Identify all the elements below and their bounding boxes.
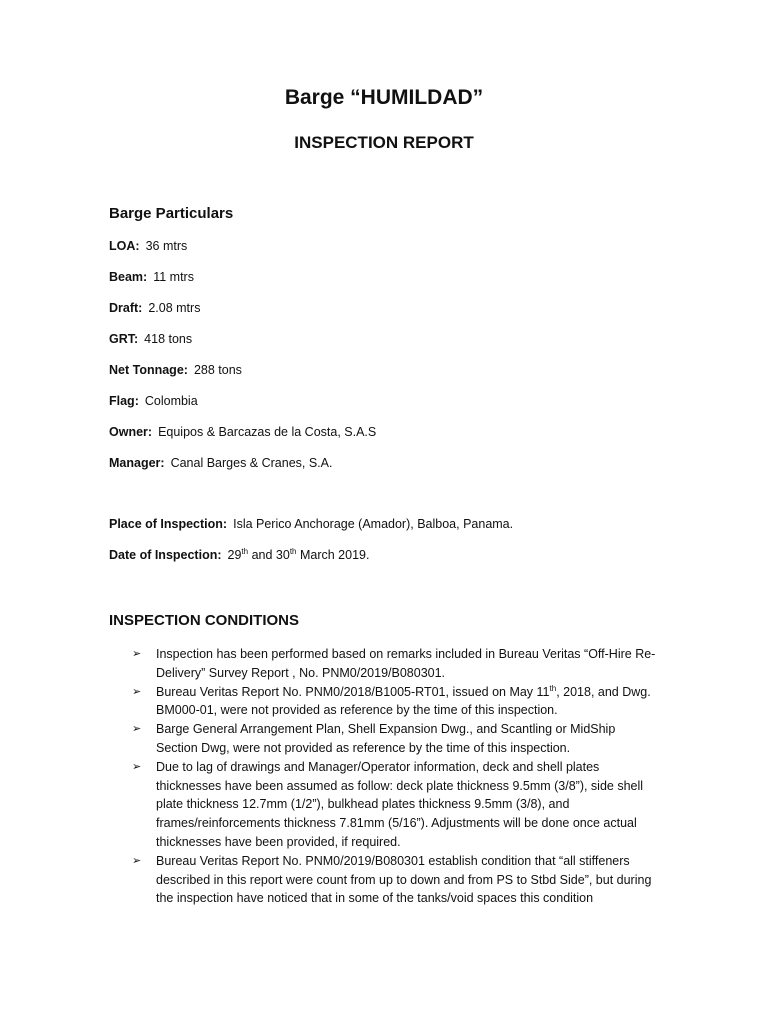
arrow-bullet-icon: ➢	[132, 760, 142, 773]
particular-label: Beam:	[109, 270, 148, 284]
particular-value: Canal Barges & Cranes, S.A.	[170, 456, 333, 470]
conditions-list	[0, 645, 656, 908]
condition-text: Bureau Veritas Report No. PNM0/2019/B080301 establish condition that “all stiffeners described in this report were count from up to down and from PS to Stbd Side”, but during the inspection have noticed that in some of the tanks/void spaces this condition	[156, 853, 652, 906]
date-and: and 30	[248, 548, 290, 562]
condition-text-rest: , 2018, and Dwg. BM000-01, were not provided as reference by the time of this inspection.	[156, 684, 651, 718]
condition-text: Barge General Arrangement Plan, Shell Expansion Dwg., and Scantling or MidShip Section Dwg, were not provided as reference by the time of this inspection.	[156, 722, 616, 755]
date-of-inspection	[109, 548, 369, 562]
date-label: Date of Inspection:	[109, 548, 222, 562]
list-item	[0, 683, 656, 721]
list-item	[0, 645, 656, 683]
particular-label: Manager:	[109, 456, 165, 470]
particular-net-tonnage	[109, 363, 242, 377]
condition-sup: th	[549, 683, 557, 693]
particulars-heading: Barge Particulars	[109, 205, 234, 222]
particular-value: 36 mtrs	[145, 239, 188, 253]
arrow-bullet-icon: ➢	[132, 648, 142, 660]
condition-text: Inspection has been performed based on remarks included in Bureau Veritas “Off-Hire Re-Delivery” Survey Report , No. PNM0/2019/B080301.	[156, 647, 656, 680]
document-subtitle: INSPECTION REPORT	[294, 133, 474, 152]
date-day1: 29	[227, 548, 242, 562]
date-rest: March 2019.	[296, 548, 370, 562]
place-value: Isla Perico Anchorage (Amador), Balboa, Panama.	[233, 517, 514, 531]
particular-label: LOA:	[109, 239, 140, 253]
particular-value: 2.08 mtrs	[148, 301, 201, 315]
particular-draft	[109, 301, 200, 315]
conditions-heading: INSPECTION CONDITIONS	[109, 612, 300, 629]
place-label: Place of Inspection:	[109, 517, 228, 531]
particular-manager	[109, 456, 332, 470]
condition-text: Bureau Veritas Report No. PNM0/2018/B1005-RT01, issued on May 11	[156, 684, 550, 699]
arrow-bullet-icon: ➢	[132, 685, 142, 698]
list-item	[0, 852, 656, 908]
particular-owner	[109, 425, 376, 439]
particular-flag	[109, 394, 198, 408]
place-of-inspection	[109, 517, 513, 531]
particular-label: GRT:	[109, 332, 139, 346]
date-sup1: th	[241, 546, 249, 556]
list-item	[0, 758, 656, 852]
particular-loa	[109, 239, 187, 253]
arrow-bullet-icon: ➢	[132, 723, 142, 736]
particular-label: Draft:	[109, 301, 143, 315]
particular-grt	[109, 332, 192, 346]
particular-label: Net Tonnage:	[109, 363, 188, 377]
particular-beam	[109, 270, 194, 284]
particular-label: Flag:	[109, 394, 139, 408]
particular-value: Equipos & Barcazas de la Costa, S.A.S	[158, 425, 377, 439]
particular-value: 288 tons	[193, 363, 242, 377]
arrow-bullet-icon: ➢	[132, 854, 142, 867]
particular-label: Owner:	[109, 425, 153, 439]
particular-value: 418 tons	[144, 332, 193, 346]
date-sup2: th	[289, 546, 297, 556]
condition-text: Due to lag of drawings and Manager/Operator information, deck and shell plates thicknesses have been assumed as follow: deck plate thickness 9.5mm (3/8”), side shell plate thickness 12.7mm (1/2”), bulkhead plates thickness 9.5mm (3/8), and frames/reinforcements thickness 7.81mm (5/16”). Adjustments will be done once actual thicknesses have been provided, if required.	[156, 759, 644, 849]
list-item	[0, 720, 656, 758]
particular-value: 11 mtrs	[153, 270, 194, 284]
particular-value: Colombia	[144, 394, 198, 408]
document-title: Barge “HUMILDAD”	[284, 86, 484, 109]
